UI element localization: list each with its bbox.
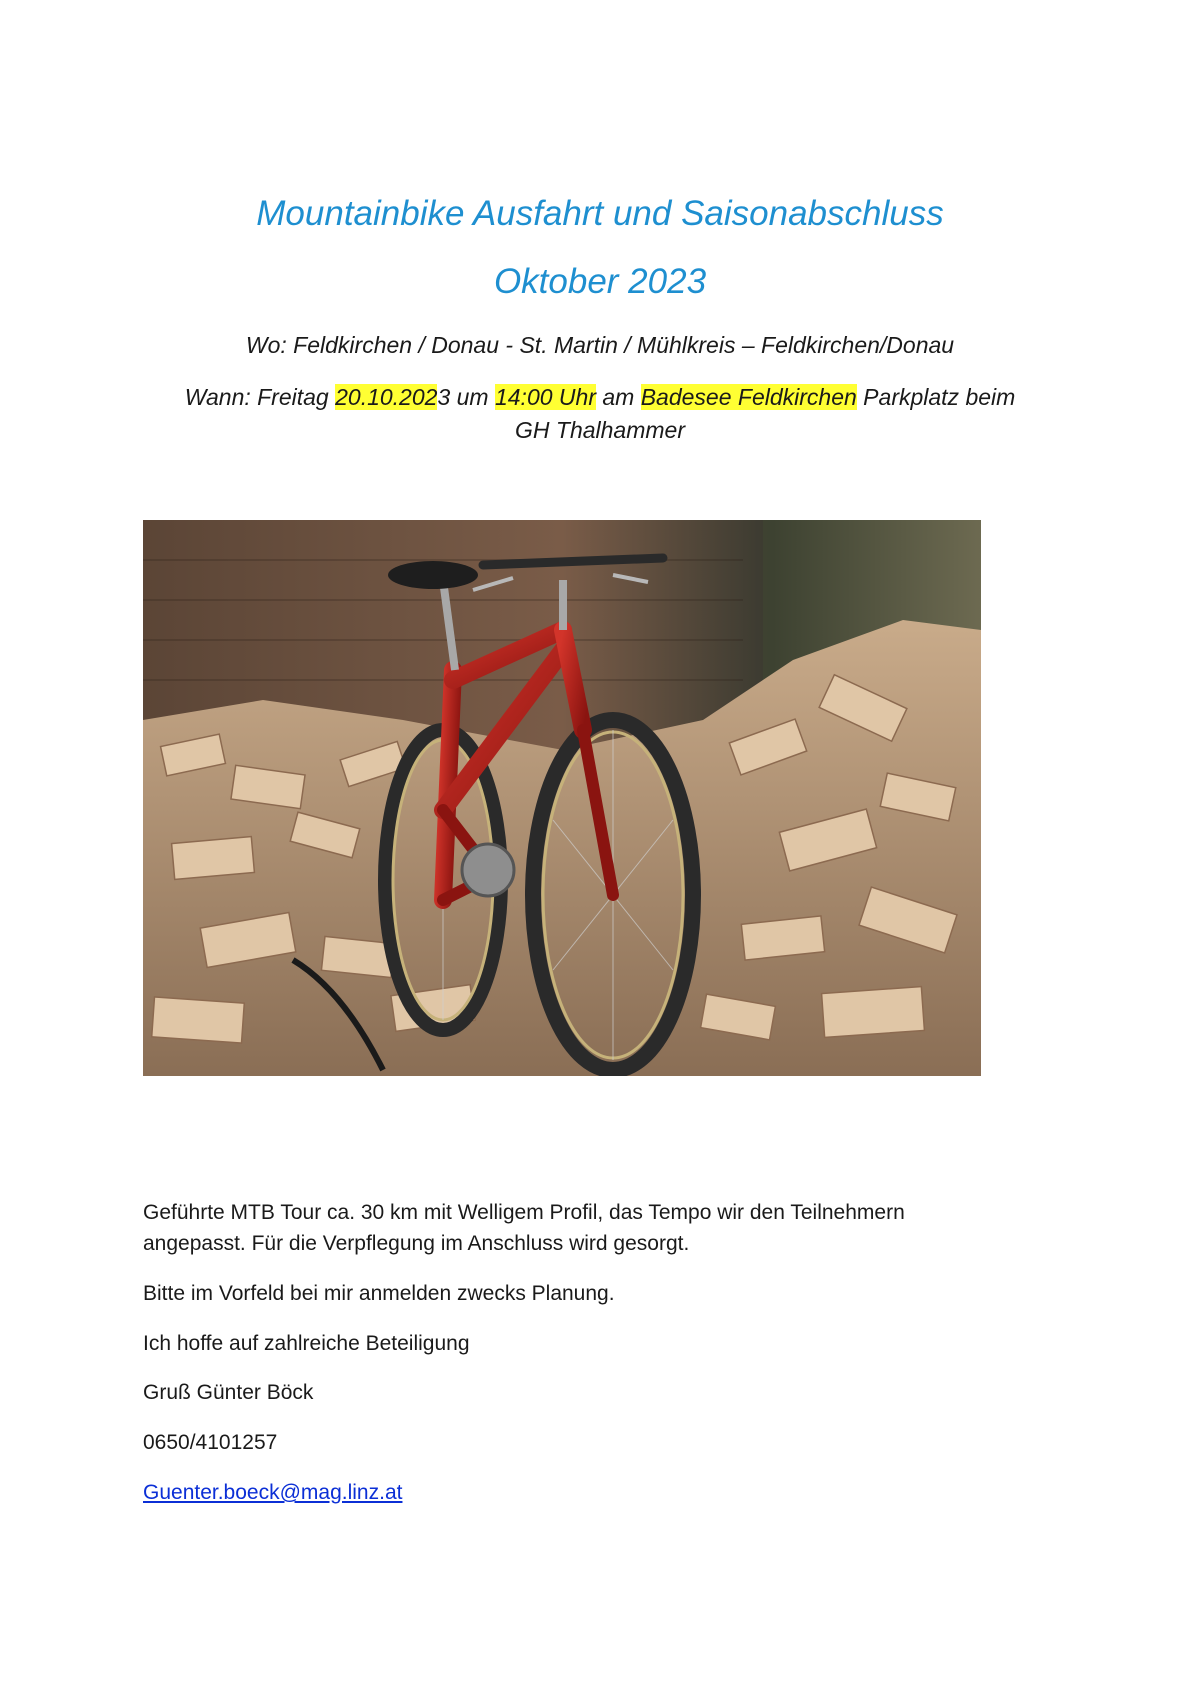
location-line: Wo: Feldkirchen / Donau - St. Martin / Mühlkreis – Feldkirchen/Donau: [245, 332, 955, 358]
email-line: [143, 1477, 1023, 1508]
date-time-line: [130, 381, 1070, 447]
when-suffix: Parkplatz beim: [856, 384, 1016, 410]
when-venue: GH Thalhammer: [515, 417, 685, 443]
tour-line-1: Geführte MTB Tour ca. 30 km mit Welligem Profil, das Tempo wir den Teilnehmern: [143, 1201, 905, 1224]
registration-note: Bitte im Vorfeld bei mir anmelden zwecks Planung.: [143, 1282, 615, 1305]
tour-line-2: angepasst. Für die Verpflegung im Anschluss wird gesorgt.: [143, 1232, 690, 1255]
tour-description: [143, 1197, 1023, 1259]
when-am: am: [595, 384, 641, 410]
when-um: um: [450, 384, 495, 410]
event-title: Mountainbike Ausfahrt und Saisonabschluss: [256, 194, 944, 233]
time-highlight: 14:00 Uhr: [494, 384, 596, 410]
place-highlight: Badesee Feldkirchen: [640, 384, 857, 410]
date-rest: 3: [437, 384, 451, 410]
event-month: Oktober 2023: [493, 262, 707, 301]
bike-photo-illustration: [143, 520, 981, 1076]
phone-number: 0650/4101257: [143, 1431, 278, 1454]
date-highlight: 20.10.202: [335, 384, 438, 410]
when-prefix: Wann: Freitag: [184, 384, 336, 410]
participation-hope: Ich hoffe auf zahlreiche Beteiligung: [143, 1332, 470, 1355]
greeting-signature: Gruß Günter Böck: [143, 1381, 314, 1404]
email-link[interactable]: Guenter.boeck@mag.linz.at: [143, 1481, 403, 1504]
bike-photo: [143, 520, 981, 1076]
